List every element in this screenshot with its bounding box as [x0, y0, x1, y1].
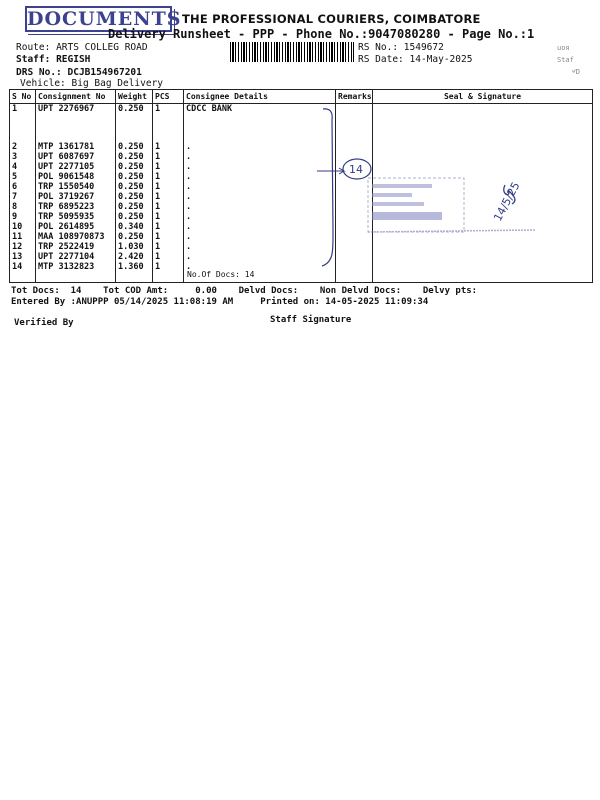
row-8-sno: 8: [12, 202, 18, 212]
row-3-consignee: .: [186, 152, 192, 162]
delvd-docs: Delvd Docs:: [238, 286, 299, 296]
col-header-remarks: Remarks: [336, 90, 373, 104]
row-6-consignment: TRP 1550540: [38, 182, 95, 192]
row-5-weight: 0.250: [118, 172, 144, 182]
row-9-pcs: 1: [155, 212, 161, 222]
side-mark-2: Staf: [557, 56, 574, 64]
runsheet-title: Delivery Runsheet - PPP - Phone No.:9047080280 - Page No.:1: [108, 27, 535, 41]
row-14-consignee: .: [186, 262, 192, 272]
delvy-pts: Delvy pts:: [422, 286, 478, 296]
row-8-weight: 0.250: [118, 202, 144, 212]
row-13-weight: 2.420: [118, 252, 144, 262]
col-header-weight: Weight: [116, 90, 153, 104]
row-3-pcs: 1: [155, 152, 161, 162]
row-4-pcs: 1: [155, 162, 161, 172]
row-1-consignment: UPT 2276967: [38, 104, 95, 114]
row-2-consignee: .: [186, 142, 192, 152]
row-10-pcs: 1: [155, 222, 161, 232]
row-14-pcs: 1: [155, 262, 161, 272]
tot-cod: Tot COD Amt: 0.00: [103, 286, 217, 296]
row-5-pcs: 1: [155, 172, 161, 182]
row-10-consignee: .: [186, 222, 192, 232]
documents-stamp: DOCUMENTS: [27, 8, 182, 30]
row-10-sno: 10: [12, 222, 23, 232]
row-11-pcs: 1: [155, 232, 161, 242]
row-14-consignment: MTP 3132823: [38, 262, 95, 272]
row-2-pcs: 1: [155, 142, 161, 152]
row-9-sno: 9: [12, 212, 18, 222]
printed-on: Printed on: 14-05-2025 11:09:34: [260, 297, 429, 307]
rs-no-line: RS No.: 1549672: [358, 42, 444, 53]
row-5-sno: 5: [12, 172, 18, 182]
row-11-consignment: MAA 108970873: [38, 232, 105, 242]
row-13-pcs: 1: [155, 252, 161, 262]
row-12-pcs: 1: [155, 242, 161, 252]
tot-docs: Tot Docs: 14: [11, 286, 82, 296]
row-4-consignment: UPT 2277105: [38, 162, 95, 172]
row-1-weight: 0.250: [118, 104, 144, 114]
row-14-sno: 14: [12, 262, 23, 272]
row-7-consignee: .: [186, 192, 192, 202]
row-11-sno: 11: [12, 232, 23, 242]
entered-line: [11, 297, 428, 307]
row-1-sno: 1: [12, 104, 18, 114]
rs-date-line: RS Date: 14-May-2025: [358, 54, 473, 65]
arrow-stroke: [317, 168, 344, 174]
row-1-consignee: CDCC BANK: [186, 104, 233, 114]
row-2-weight: 0.250: [118, 142, 144, 152]
col-header-seal: Seal & Signature: [373, 90, 593, 104]
col-header-consignment: Consignment No: [36, 90, 116, 104]
remarks-count: 14: [349, 163, 363, 176]
bracket-stroke: [322, 109, 333, 266]
drs-line: DRS No.: DCJB154967201: [16, 67, 142, 78]
row-5-consignment: POL 9061548: [38, 172, 95, 182]
row-4-consignee: .: [186, 162, 192, 172]
col-header-pcs: PCS: [153, 90, 184, 104]
row-2-consignment: MTP 1361781: [38, 142, 95, 152]
row-9-consignment: TRP 5095935: [38, 212, 95, 222]
row-12-consignment: TRP 2522419: [38, 242, 95, 252]
row-10-consignment: POL 2614895: [38, 222, 95, 232]
company-name: THE PROFESSIONAL COURIERS, COIMBATORE: [182, 12, 481, 26]
row-12-sno: 12: [12, 242, 23, 252]
row-7-sno: 7: [12, 192, 18, 202]
row-9-consignee: .: [186, 212, 192, 222]
row-2-sno: 2: [12, 142, 18, 152]
row-7-weight: 0.250: [118, 192, 144, 202]
side-mark-1: uoя: [557, 44, 570, 52]
entered-by: Entered By :ANUPPP 05/14/2025 11:08:19 AM: [11, 297, 234, 307]
row-9-weight: 0.250: [118, 212, 144, 222]
row-13-consignee: .: [186, 252, 192, 262]
row-14-weight: 1.360: [118, 262, 144, 272]
row-10-weight: 0.340: [118, 222, 144, 232]
no-of-docs: No.Of Docs: 14: [187, 270, 255, 279]
row-4-weight: 0.250: [118, 162, 144, 172]
totals-line: [11, 286, 477, 296]
row-11-consignee: .: [186, 232, 192, 242]
row-6-consignee: .: [186, 182, 192, 192]
verified-by: Verified By: [14, 318, 74, 328]
row-7-pcs: 1: [155, 192, 161, 202]
row-3-consignment: UPT 6087697: [38, 152, 95, 162]
vehicle-line: Vehicle: Big Bag Delivery: [20, 78, 164, 89]
row-8-consignee: .: [186, 202, 192, 212]
non-delvd-docs: Non Delvd Docs:: [319, 286, 402, 296]
row-8-consignment: TRP 6895223: [38, 202, 95, 212]
row-8-pcs: 1: [155, 202, 161, 212]
row-12-consignee: .: [186, 242, 192, 252]
row-3-sno: 3: [12, 152, 18, 162]
row-13-sno: 13: [12, 252, 23, 262]
row-1-pcs: 1: [155, 104, 161, 114]
signature-date: 14/5/25: [491, 179, 523, 224]
row-7-consignment: POL 3719267: [38, 192, 95, 202]
row-5-consignee: .: [186, 172, 192, 182]
row-13-consignment: UPT 2277104: [38, 252, 95, 262]
route-line: Route: ARTS COLLEG ROAD: [16, 42, 148, 53]
staff-signature: Staff Signature: [270, 315, 352, 325]
row-4-sno: 4: [12, 162, 18, 172]
row-6-weight: 0.250: [118, 182, 144, 192]
col-header-consignee: Consignee Details: [184, 90, 336, 104]
col-header-sno: S No: [10, 90, 36, 104]
row-3-weight: 0.250: [118, 152, 144, 162]
row-11-weight: 0.250: [118, 232, 144, 242]
side-mark-3: ሃD: [572, 68, 580, 76]
row-6-sno: 6: [12, 182, 18, 192]
row-6-pcs: 1: [155, 182, 161, 192]
row-12-weight: 1.030: [118, 242, 144, 252]
staff-line: Staff: REGISH: [16, 54, 91, 65]
